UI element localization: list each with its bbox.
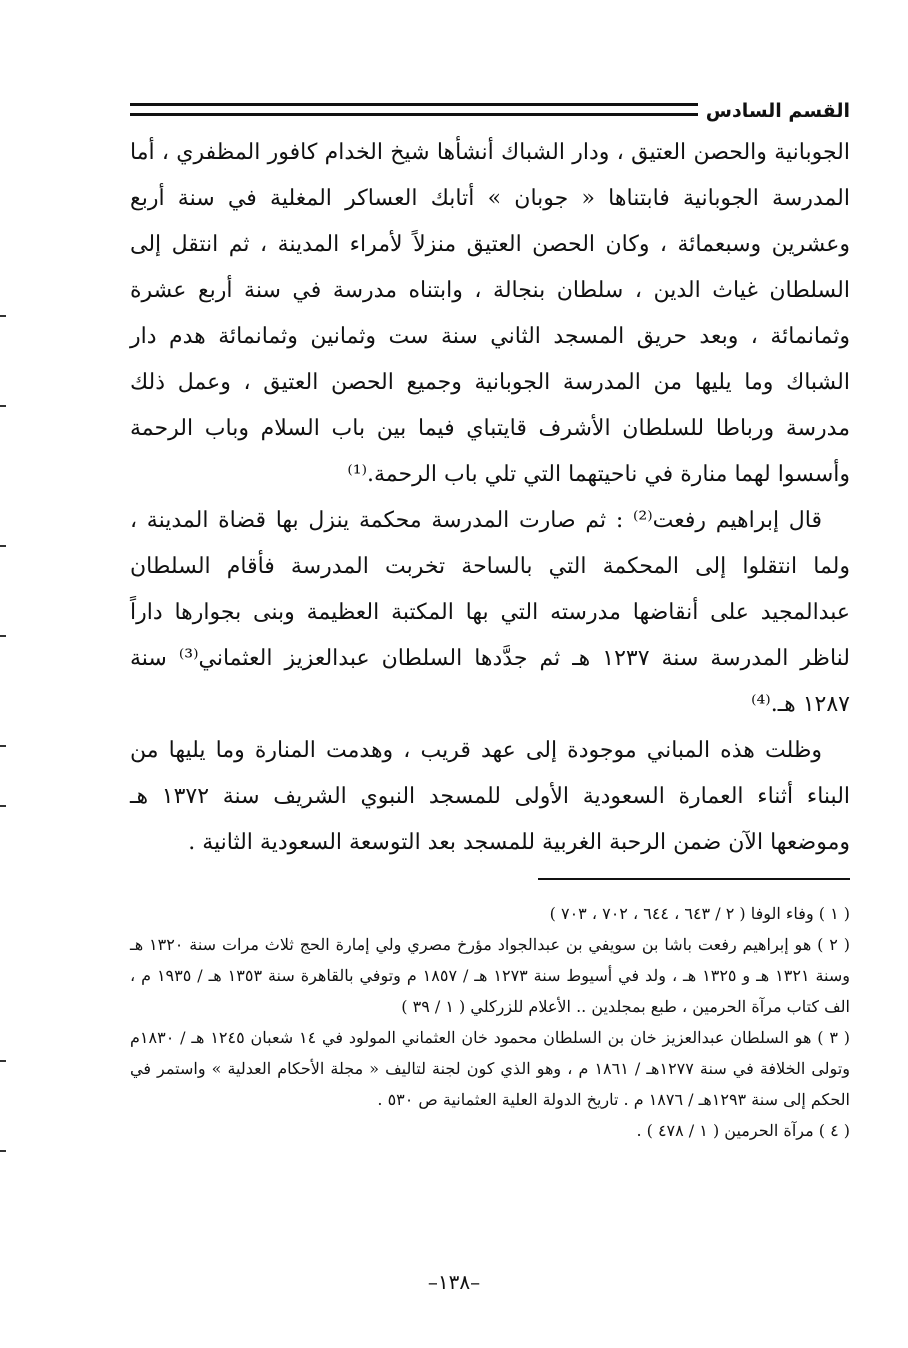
main-text [130, 130, 850, 866]
paragraph: قال إبراهيم رفعت⁽²⁾ : ثم صارت المدرسة محكمة ينزل بها قضاة المدينة ، ولما انتقلوا إلى المحكمة التي بالساحة تخربت المدرسة فأقام السلطان عبدالمجيد على أنقاضها مدرسته التي بها المكتبة العظيمة وبنى بجوارها داراً لناظر المدرسة سنة ١٢٣٧ هـ ثم جدَّدها السلطان عبدالعزيز العثماني⁽³⁾ سنة ١٢٨٧ هـ.⁽⁴⁾ [130, 508, 850, 717]
scan-margin-mark [0, 545, 6, 547]
scan-margin-mark [0, 405, 6, 407]
scan-margin-mark [0, 1060, 6, 1062]
paragraph: وظلت هذه المباني موجودة إلى عهد قريب ، وهدمت المنارة وما يليها من البناء أثناء العمارة السعودية الأولى للمسجد النبوي الشريف سنة ١٣٧٢ هـ وموضعها الآن ضمن الرحبة الغربية للمسجد بعد التوسعة السعودية الثانية . [130, 738, 851, 855]
section-title: القسم السادس [705, 100, 850, 122]
footnote-item: ( ٤ ) مرآة الحرمين ( ١ / ٤٧٨ ) . [636, 1121, 850, 1140]
scan-margin-mark [0, 315, 6, 317]
scan-margin-mark [0, 745, 6, 747]
scan-margin-mark [0, 1150, 6, 1152]
footnotes [130, 898, 850, 1146]
footnote-item: ( ٢ ) هو إبراهيم رفعت باشا بن سويفي بن عبدالجواد مؤرخ مصري ولي إمارة الحج ثلاث مرات سنة ١٣٢٠ هـ وسنة ١٣٢١ هـ و ١٣٢٥ هـ ، ولد في أسيوط سنة ١٢٧٣ هـ / ١٨٥٧ م وتوفي بالقاهرة سنة ١٣٥٣ هـ / ١٩٣٥ م ، الف كتاب مرآة الحرمين ، طبع بمجلدين .. الأعلام للزركلي ( ١ / ٣٩ ) [130, 935, 851, 1016]
page-number: –١٣٨– [427, 1270, 481, 1294]
header-double-rule [130, 103, 698, 116]
footnote-item: ( ٣ ) هو السلطان عبدالعزيز خان بن السلطان محمود خان العثماني المولود في ١٤ شعبان ١٢٤٥ هـ / ١٨٣٠م وتولى الخلافة في سنة ١٢٧٧هـ / ١٨٦١ م ، وهو الذي كون لجنة لتاليف « مجلة الأحكام العدلية » واستمر في الحكم إلى سنة ١٢٩٣هـ / ١٨٧٦ م . تاريخ الدولة العلية العثمانية ص ٥٣٠ . [130, 1028, 851, 1109]
paragraph: الجوبانية والحصن العتيق ، ودار الشباك أنشأها شيخ الخدام كافور المظفري ، أما المدرسة الجوبانية فابتناها « جوبان » أتابك العساكر المغلية في سنة أربع وعشرين وسبعمائة ، وكان الحصن العتيق منزلاً لأمراء المدينة ، ثم انتقل إلى السلطان غياث الدين ، سلطان بنجالة ، وابتناه مدرسة في سنة أربع عشرة وثمانمائة ، وبعد حريق المسجد الثاني سنة ست وثمانين وثمانمائة هدم دار الشباك وما يليها من المدرسة الجوبانية وجميع الحصن العتيق ، وعمل ذلك مدرسة ورباطا للسلطان الأشرف قايتباي فيما بين باب السلام وباب الرحمة وأسسوا لهما منارة في ناحيتهما التي تلي باب الرحمة.⁽¹⁾ [130, 140, 850, 487]
scan-margin-mark [0, 635, 6, 637]
page-header [130, 92, 850, 122]
footnote-item: ( ١ ) وفاء الوفا ( ٢ / ٦٤٣ ، ٦٤٤ ، ٧٠٢ ، ٧٠٣ ) [549, 904, 850, 923]
footnote-separator [538, 878, 850, 880]
scan-margin-mark [0, 805, 6, 807]
